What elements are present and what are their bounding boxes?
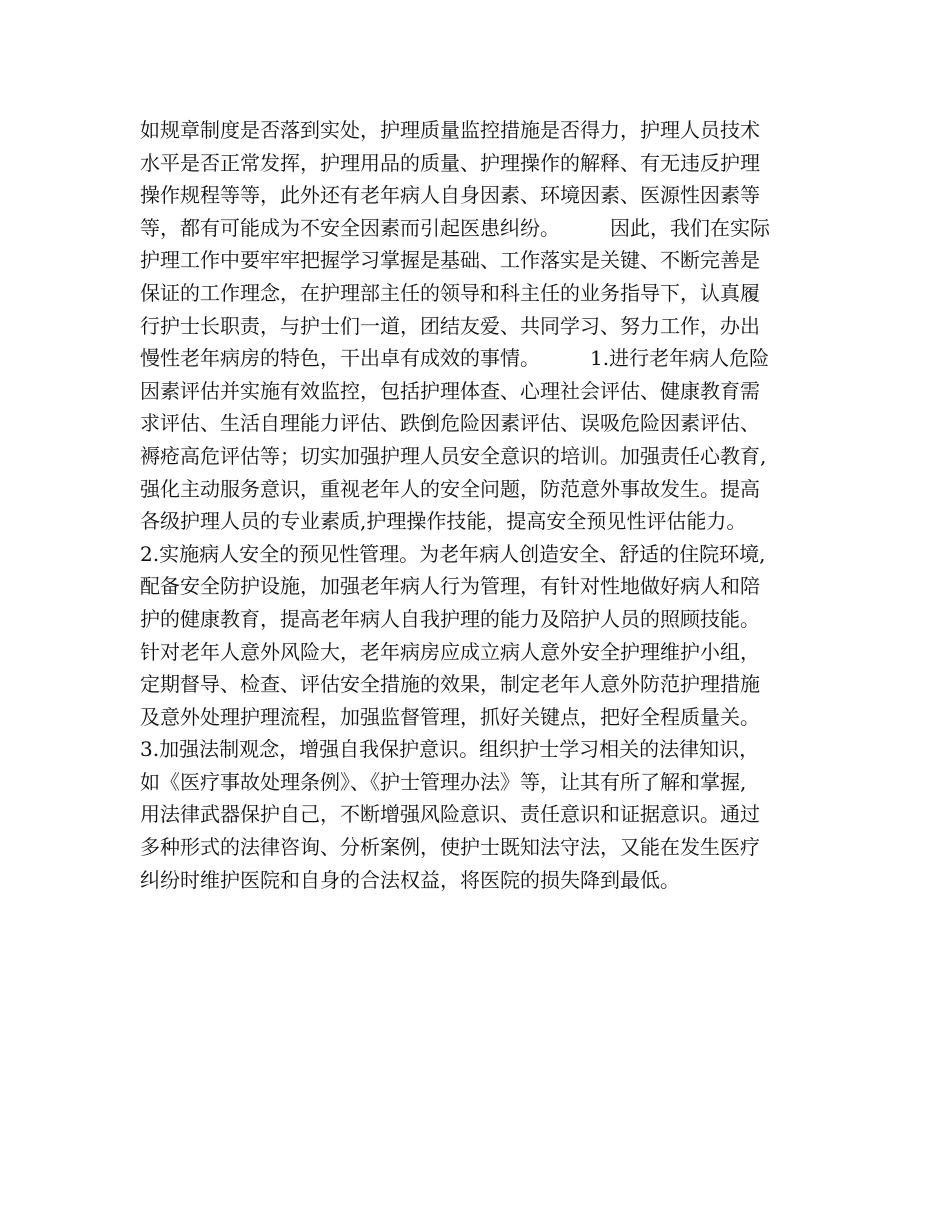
text-line: 如规章制度是否落到实处，护理质量监控措施是否得力，护理人员技术 <box>140 118 760 142</box>
text-line: 多种形式的法律咨询、分析案例，使护士既知法守法，又能在发生医疗 <box>140 835 760 860</box>
text-line: 操作规程等等，此外还有老年病人自身因素、环境因素、医源性因素等 <box>140 183 760 208</box>
text-line: 及意外处理护理流程，加强监督管理，抓好关键点，把好全程质量关。 <box>140 704 760 729</box>
text-line: 如《医疗事故处理条例》、《护士管理办法》等，让其有所了解和掌握, <box>140 769 747 794</box>
text-line: 2.实施病人安全的预见性管理。为老年病人创造安全、舒适的住院环境, <box>140 541 766 566</box>
text-line: 用法律武器保护自己，不断增强风险意识、责任意识和证据意识。通过 <box>140 802 760 827</box>
text-line: 护的健康教育，提高老年病人自我护理的能力及陪护人员的照顾技能。 <box>140 606 760 631</box>
text-line: 3.加强法制观念，增强自我保护意识。组织护士学习相关的法律知识， <box>140 737 760 762</box>
text-line: 定期督导、检查、评估安全措施的效果，制定老年人意外防范护理措施 <box>140 672 760 697</box>
text-line: 褥疮高危评估等；切实加强护理人员安全意识的培训。加强责任心教育, <box>140 443 767 468</box>
text-line: 保证的工作理念，在护理部主任的领导和科主任的业务指导下，认真履 <box>140 280 760 305</box>
text-line: 护理工作中要牢牢把握学习掌握是基础、工作落实是关键、不断完善是 <box>140 248 760 273</box>
text-line: 针对老年人意外风险大，老年病房应成立病人意外安全护理维护小组， <box>140 639 760 664</box>
text-line: 求评估、生活自理能力评估、跌倒危险因素评估、误吸危险因素评估、 <box>140 411 760 436</box>
text-line: 配备安全防护设施，加强老年病人行为管理，有针对性地做好病人和陪 <box>140 574 760 599</box>
text-line: 因素评估并实施有效监控，包括护理体查、心理社会评估、健康教育需 <box>140 378 760 403</box>
text-line: 纠纷时维护医院和自身的合法权益，将医院的损失降到最低。 <box>140 867 680 892</box>
body-text <box>140 114 840 896</box>
text-line: 水平是否正常发挥，护理用品的质量、护理操作的解释、有无违反护理 <box>140 150 760 175</box>
text-line: 强化主动服务意识，重视老年人的安全问题，防范意外事故发生。提高 <box>140 476 760 501</box>
text-line: 各级护理人员的专业素质,护理操作技能，提高安全预见性评估能力。 <box>140 509 747 534</box>
text-line: 等，都有可能成为不安全因素而引起医患纠纷。 因此，我们在实际 <box>140 215 770 240</box>
text-line: 慢性老年病房的特色，干出卓有成效的事情。 1.进行老年病人危险 <box>140 346 770 371</box>
text-line: 行护士长职责，与护士们一道，团结友爱、共同学习、努力工作，办出 <box>140 313 760 338</box>
